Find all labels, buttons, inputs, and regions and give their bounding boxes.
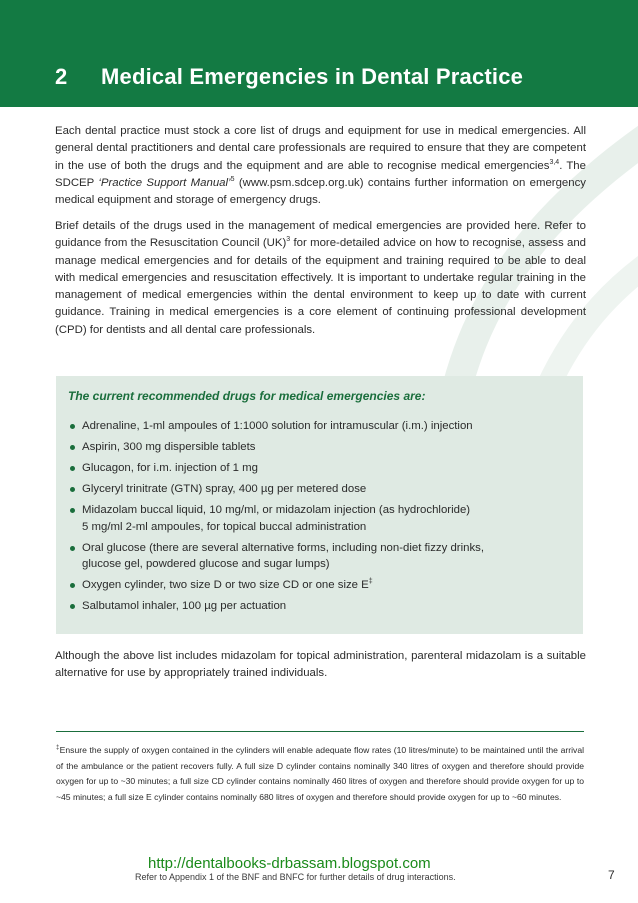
header-band [0,0,638,107]
bullet-icon [70,583,75,588]
recommended-drugs-box [56,376,583,634]
list-item: Salbutamol inhaler, 100 µg per actuation [68,598,573,615]
list-item: Adrenaline, 1-ml ampoules of 1:1000 solution for intramuscular (i.m.) injection [68,418,573,435]
list-item: Midazolam buccal liquid, 10 mg/ml, or midazolam injection (as hydrochloride) 5 mg/ml 2-ml ampoules, for topical buccal administration [68,502,573,535]
bullet-icon [70,424,75,429]
bullet-icon [70,546,75,551]
list-item: Aspirin, 300 mg dispersible tablets [68,439,573,456]
bullet-icon [70,487,75,492]
list-item: Glyceryl trinitrate (GTN) spray, 400 µg per metered dose [68,481,573,498]
drug-box-heading: The current recommended drugs for medical emergencies are: [68,389,426,403]
bullet-icon [70,445,75,450]
footnote-divider [56,731,584,732]
list-item: Glucagon, for i.m. injection of 1 mg [68,460,573,477]
intro-paragraph-2: Brief details of the drugs used in the management of medical emergencies are provided here. Refer to guidance from the Resuscitation Council (UK)$^3$ for more-detailed advice on how to recognise, assess and manage medical emergencies and for details of the equipment and training required to be able to deal with medical emergencies and resuscitation effectively. It is important to undertake regular training in the management of medical emergencies within the dental environment to keep up to date with current guidance. Training in medical emergencies is a core element of continuing professional development (CPD) for dentists and all dental care professionals. [55,220,587,336]
chapter-title: Medical Emergencies in Dental Practice [101,64,524,89]
bullet-icon [70,508,75,513]
intro-paragraph-1: Each dental practice must stock a core list of drugs and equipment for use in medical emergencies. All general dental practitioners and dental care professionals are required to ensure that they are competent in the use of both the drugs and the equipment and are able to recognise medical emergencies$^{3,4}$. The SDCEP ‘Practice Support Manual’$^5$ (www.psm.sdcep.org.uk) contains further information on emergency medical equipment and storage of emergency drugs. [55,125,586,207]
bullet-icon [70,604,75,609]
midazolam-note: Although the above list includes midazolam for topical administration, parenteral midazolam is a suitable alternative for use by appropriately trained individuals. [55,650,586,680]
page-title [55,64,523,90]
oxygen-footnote: ‡Ensure the supply of oxygen contained in the cylinders will enable adequate flow rates (10 litres/minute) to be maintained until the arrival of the ambulance or the patient recovers fully. A full size D cylinder contains nominally 340 litres of oxygen and therefore should provide oxygen for up to ~30 minutes; a full size CD cylinder contains nominally 460 litres of oxygen and therefore should provide oxygen for up to ~45 minutes; a full size E cylinder contains nominally 680 litres of oxygen and therefore should provide oxygen for up to ~60 minutes. [56,745,585,802]
page-number: 7 [608,868,615,882]
footer-url-link[interactable]: http://dentalbooks-drbassam.blogspot.com [148,855,431,872]
drug-list [68,418,573,619]
footer-note: Refer to Appendix 1 of the BNF and BNFC for further details of drug interactions. [135,872,456,882]
bullet-icon [70,466,75,471]
list-item: Oxygen cylinder, two size D or two size CD or one size E‡ [68,577,573,594]
list-item: Oral glucose (there are several alternative forms, including non-diet fizzy drinks, glucose gel, powdered glucose and sugar lumps) [68,540,573,573]
chapter-number: 2 [55,64,68,89]
